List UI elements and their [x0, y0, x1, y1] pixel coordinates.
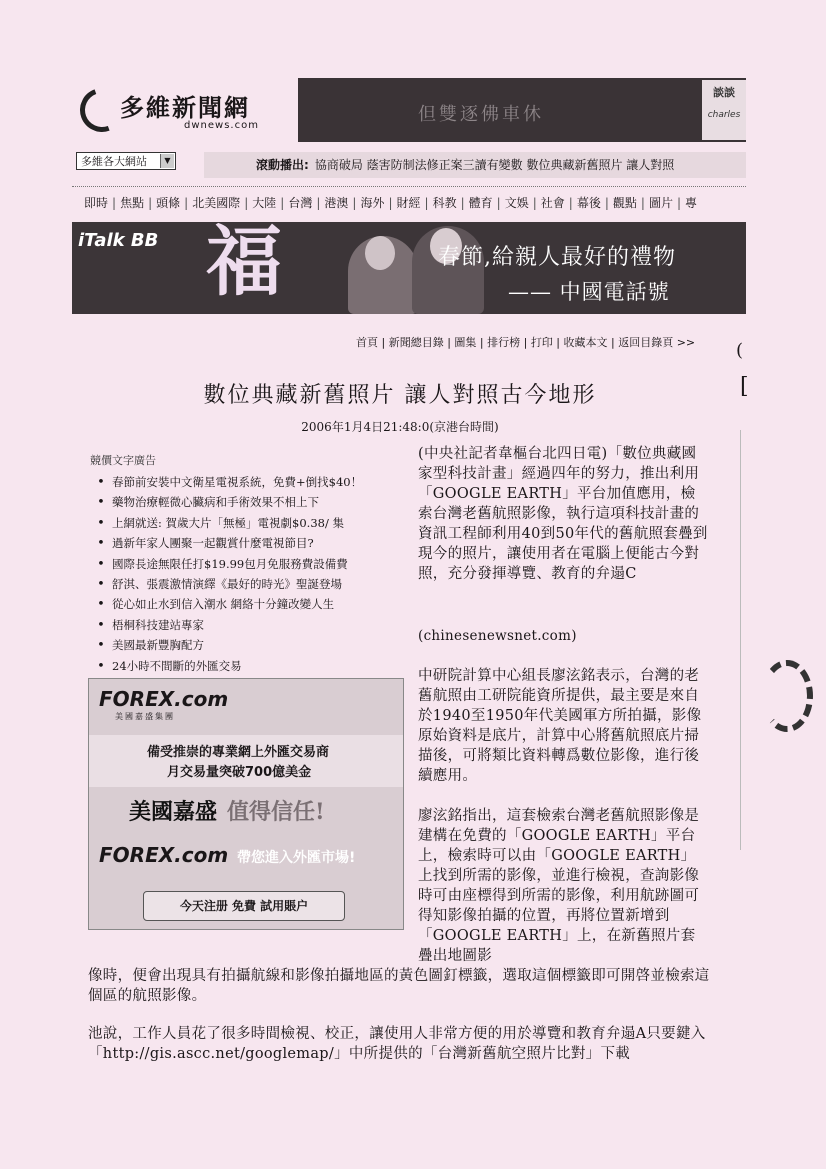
nav-item[interactable]: 頭條: [156, 196, 181, 210]
banner-fu-character: 福: [206, 222, 282, 306]
nav-separator: |: [568, 196, 573, 210]
nav-separator: |: [388, 196, 393, 210]
article-paragraph-3: 廖泫銘指出，這套檢索台灣老舊航照影像是建構在免費的「GOOGLE EARTH」平台上，檢索時可以由「GOOGLE EARTH」上找到所需的影像，並進行檢視，查詢影像時可由座標得到所需的影像，利用航跡圖可得知影像拍攝的位置，再將位置新增到「GOOGLE EARTH」上，在新舊照片套疊出地圖影: [418, 808, 700, 964]
banner-subline: —— 中國電話號: [508, 280, 670, 304]
news-ticker[interactable]: [204, 152, 746, 178]
nav-item[interactable]: 焦點: [120, 196, 145, 210]
forex-subtitle: 美國嘉盛集團: [115, 712, 175, 721]
toolbar-separator: |: [378, 336, 389, 349]
site-select-value: 多維各大網站: [81, 155, 147, 168]
banner-headline: 春節,給親人最好的禮物: [438, 245, 676, 270]
toolbar-separator: |: [607, 336, 619, 349]
site-logo[interactable]: [80, 84, 280, 134]
top-ad-badge: [702, 80, 746, 140]
nav-item[interactable]: 台灣: [288, 196, 313, 210]
right-side-column: [740, 430, 821, 850]
toolbar-link[interactable]: 排行榜: [487, 336, 521, 349]
nav-item[interactable]: 科教: [432, 196, 457, 210]
top-ad-badge-brand: charles: [707, 110, 741, 120]
forex-trial-button[interactable]: 今天注册 免費 試用賬户: [143, 891, 345, 921]
banner-face-woman: [365, 236, 395, 270]
nav-separator: |: [112, 196, 117, 210]
nav-item[interactable]: 港澳: [324, 196, 349, 210]
nav-item[interactable]: 海外: [360, 196, 385, 210]
text-ads-list: [90, 472, 390, 676]
forex-logo-2: FOREX.com: [99, 843, 229, 867]
toolbar-link[interactable]: 新聞總目錄: [388, 336, 444, 349]
text-ad-link[interactable]: • 梧桐科技建站專家: [90, 615, 390, 635]
toolbar-link[interactable]: 收藏本文: [563, 336, 608, 349]
text-ad-link[interactable]: • 藥物治療輕微心臟病和手術效果不相上下: [90, 492, 390, 512]
toolbar-separator: |: [552, 336, 564, 349]
text-ad-link[interactable]: • 春節前安裝中文衛星電視系統，免費+倒找$40！: [90, 472, 390, 492]
nav-separator: |: [640, 196, 645, 210]
nav-item[interactable]: 大陸: [252, 196, 277, 210]
toolbar-link[interactable]: 打印: [530, 336, 553, 349]
toolbar-link[interactable]: 圖集: [454, 336, 477, 349]
forex-line-2: 月交易量突破700億美金: [167, 765, 312, 780]
top-ad-badge-text: 談談: [713, 86, 735, 99]
nav-divider: [72, 186, 746, 187]
nav-item[interactable]: 財經: [396, 196, 421, 210]
text-ad-link[interactable]: • 過新年家人團聚一起觀賞什麼電視節目?: [90, 533, 390, 553]
right-edge-glyph: (: [736, 340, 744, 361]
toolbar-link[interactable]: 返回目錄頁 >>: [618, 336, 696, 349]
nav-item[interactable]: 社會: [540, 196, 565, 210]
nav-item[interactable]: 圖片: [648, 196, 673, 210]
nav-item[interactable]: 文娛: [504, 196, 529, 210]
forex-slogan: 美國嘉盛 值得信任!: [129, 799, 325, 825]
forex-line-1: 備受推崇的專業網上外匯交易商: [147, 745, 330, 760]
article-source: (chinesenewsnet.com): [418, 628, 577, 644]
text-ad-link[interactable]: • 美國最新豐胸配方: [90, 635, 390, 655]
article-date: 2006年1月4日21:48:0(京港台時間): [301, 420, 499, 434]
forex-logo: FOREX.com: [99, 687, 229, 711]
nav-separator: |: [316, 196, 321, 210]
ticker-label: 滾動播出:: [256, 158, 309, 172]
nav-separator: |: [676, 196, 681, 210]
nav-separator: |: [280, 196, 285, 210]
nav-separator: |: [244, 196, 249, 210]
top-ad-text: 但雙逐佛車休: [418, 104, 544, 125]
main-nav: [84, 194, 746, 211]
toolbar-separator: |: [520, 336, 531, 349]
chevron-down-icon: ▼: [160, 154, 174, 168]
italkbb-banner-ad[interactable]: [72, 222, 746, 314]
nav-item[interactable]: 北美國際: [192, 196, 241, 210]
ticker-text: 協商破局 蔭害防制法修正案三讀有變數 數位典藏新舊照片 讓人對照: [314, 158, 675, 172]
text-ad-link[interactable]: • 24小時不間斷的外匯交易: [90, 656, 390, 676]
article-paragraph-2: 中研院計算中心組長廖泫銘表示，台灣的老舊航照由工研院能資所提供，最主要是來自於1940至1950年代美國軍方所拍攝，影像原始資料是底片，計算中心將舊航照底片掃描後，可將類比資料轉爲數位影像，進行後續應用。: [418, 668, 702, 784]
nav-item[interactable]: 專: [685, 196, 698, 210]
article-toolbar: [356, 334, 695, 350]
right-edge-bracket: [: [740, 374, 749, 399]
nav-separator: |: [184, 196, 189, 210]
nav-separator: |: [148, 196, 153, 210]
nav-separator: |: [460, 196, 465, 210]
article-paragraph-4: 池說，工作人員花了很多時間檢視、校正，讓使用人非常方便的用於導覽和教育弁遢A只要鍵入「http://gis.ascc.net/googlemap/」中所提供的「台灣新舊航空照片比對」下載: [88, 1026, 706, 1062]
nav-item[interactable]: 體育: [468, 196, 493, 210]
nav-item[interactable]: 即時: [84, 196, 109, 210]
text-ad-link[interactable]: • 上網就送: 賀歲大片「無極」電視劇$0.38/ 集: [90, 513, 390, 533]
banner-brand: iTalk BB: [78, 230, 159, 251]
forex-tagline: 帶您進入外匯市場!: [237, 850, 356, 866]
nav-separator: |: [604, 196, 609, 210]
article-paragraph-3-continued: 像時，便會出現具有拍攝航線和影像拍攝地區的黃色圖釘標籤，選取這個標籤即可開啓並檢索這個區的航照影像。: [88, 968, 710, 1004]
text-ad-link[interactable]: • 舒淇、張震激情演繹《最好的時光》聖誕登場: [90, 574, 390, 594]
nav-separator: |: [352, 196, 357, 210]
top-banner-ad[interactable]: [298, 78, 746, 142]
nav-separator: |: [424, 196, 429, 210]
logo-text: 多維新聞網: [120, 93, 250, 122]
nav-separator: |: [496, 196, 501, 210]
toolbar-link[interactable]: 首頁: [356, 336, 378, 349]
forex-ad[interactable]: [88, 678, 404, 930]
logo-url: dwnews.com: [184, 120, 259, 131]
article-paragraph-1: (中央社記者韋樞台北四日電)「數位典藏國家型科技計畫」經過四年的努力，推出利用「GOOGLE EARTH」平台加值應用，檢索台灣老舊航照影像，執行這項科技計畫的資訊工程師利用40到50年代的舊航照套疊到現今的照片，讓使用者在電腦上便能古今對照，充分發揮導覽、教育的弁遢C: [418, 446, 708, 582]
nav-item[interactable]: 觀點: [612, 196, 637, 210]
right-side-arc-decoration: [761, 660, 813, 732]
nav-item[interactable]: 幕後: [576, 196, 601, 210]
text-ad-link[interactable]: • 國際長途無限任打$19.99包月免服務費設備費: [90, 554, 390, 574]
article-title: 數位典藏新舊照片 讓人對照古今地形: [203, 383, 597, 408]
toolbar-separator: |: [476, 336, 488, 349]
text-ad-link[interactable]: • 從心如止水到信入潮水 網絡十分鐘改變人生: [90, 594, 390, 614]
site-select-dropdown[interactable]: [76, 152, 176, 170]
toolbar-separator: |: [443, 336, 455, 349]
text-ads-label: 競價文字廣告: [90, 454, 156, 467]
nav-separator: |: [532, 196, 537, 210]
